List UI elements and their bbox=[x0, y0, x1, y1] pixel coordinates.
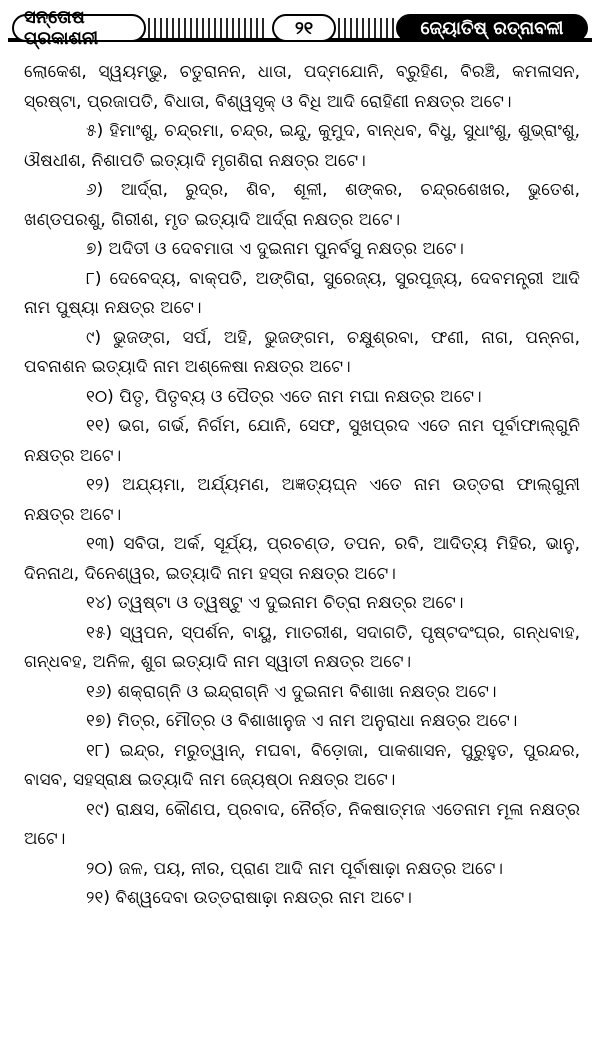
paragraph-item-20: ୨୦) ଜଳ, ପୟ, ନୀର, ପ୍ରାଣ ଆଦି ନାମ ପୂର୍ବାଷାଢ଼ା ନକ୍ଷତ୍ର ଅଟେ। bbox=[86, 858, 504, 879]
publisher-name: ସନ୍ତୋଷ ପ୍ରକାଶନୀ bbox=[12, 14, 146, 42]
header-ornament-right bbox=[338, 18, 394, 40]
paragraph-item-18: ୧୮) ଇନ୍ଦ୍ର, ମରୁତ୍ୱାନ୍, ମଘବା, ବିଡ଼ୋଜା, ପାକଶାସନ, ପୁରୁହୁତ, ପୁରନ୍ଦର, ବାସବ, ସହସ୍ରାକ୍ଷ ଇତ୍ୟାଦି ନାମ ଜ୍ୟେଷ୍ଠା ନକ୍ଷତ୍ର ଅଟେ। bbox=[24, 740, 580, 790]
page-number: ୨୧ bbox=[272, 14, 336, 42]
book-title: ଜ୍ୟୋତିଷ୍ ରତ୍ନାବଳୀ bbox=[396, 14, 588, 42]
paragraph-item-5: ୫) ହିମାଂଶୁ, ଚନ୍ଦ୍ରମା, ଚନ୍ଦ୍ର, ଇନ୍ଦୁ, କୁମୁଦ, ବାନ୍ଧବ, ବିଧୁ, ସୁଧାଂଶୁ, ଶୁଭ୍ରାଂଶୁ, ଔଷଧୀଶ, ନିଶାପତି ଇତ୍ୟାଦି ମୃଗଶିରା ନକ୍ଷତ୍ର ଅଟେ। bbox=[24, 121, 580, 171]
paragraph-item-14: ୧୪) ତ୍ୱଷ୍ଟା ଓ ତ୍ୱଷ୍ଟୁ ଏ ଦୁଇନାମ ଚିତ୍ରା ନକ୍ଷତ୍ର ଅଟେ। bbox=[86, 593, 464, 613]
paragraph-item-12: ୧୨) ଅଯ୍ୟମା, ଅର୍ଯ୍ୟମଣ, ଅଜ୍ଞତ୍ୟଘ୍ନ ଏତେ ନାମ ଉତ୍ତରା ଫାଲ୍‌ଗୁନୀ ନକ୍ଷତ୍ର ଅଟେ। bbox=[24, 475, 580, 525]
paragraph-item-16: ୧୬) ଶକ୍ରାଗ୍ନି ଓ ଇନ୍ଦ୍ରାଗ୍ନି ଏ ଦୁଇନାମ ବିଶାଖା ନକ୍ଷତ୍ର ଅଟେ। bbox=[86, 681, 497, 702]
paragraph-item-9: ୯) ଭୁଜଙ୍ଗ, ସର୍ପ, ଅହି, ଭୁଜଙ୍ଗମ, ଚକ୍ଷୁଶ୍ରବା, ଫଣୀ, ନାଗ, ପନ୍ନଗ, ପବନାଶନ ଇତ୍ୟାଦି ନାମ ଅଶ୍ଳେଷା ନକ୍ଷତ୍ର ଅଟେ। bbox=[24, 327, 580, 377]
paragraph-item-13: ୧୩) ସବିତା, ଅର୍କ, ସୂର୍ଯ୍ୟ, ପ୍ରଚଣ୍ଡ, ତପନ, ରବି, ଆଦିତ୍ୟ ମିହିର, ଭାନୁ, ଦିନନାଥ, ଦିନେଶ୍ୱର, ଇତ୍ୟାଦି ନାମ ହସ୍ତା ନକ୍ଷତ୍ର ଅଟେ। bbox=[24, 534, 580, 584]
page-body bbox=[24, 58, 580, 914]
paragraph-item-21: ୨୧) ବିଶ୍ୱଦେବା ଉତ୍ତରାଷାଢ଼ା ନକ୍ଷତ୍ର ନାମ ଅଟେ। bbox=[86, 888, 412, 908]
paragraph-item-15: ୧୫) ସ୍ୱପନ, ସ୍ପର୍ଶନ, ବାୟୁ, ମାତରୀଶ, ସଦାଗତି, ପୃଷ୍ଟଦଂଘ୍ର, ଗନ୍ଧବାହ, ଗନ୍ଧବହ, ଅନିଳ, ଶୁଗ ଇତ୍ୟାଦି ନାମ ସ୍ୱାତୀ ନକ୍ଷତ୍ର ଅଟେ। bbox=[24, 622, 580, 672]
page-header bbox=[8, 8, 592, 56]
paragraph-item-7: ୭) ଅଦିତୀ ଓ ଦେବମାତା ଏ ଦୁଇନାମ ପୁନର୍ବସୁ ନକ୍ଷତ୍ର ଅଟେ। bbox=[86, 239, 464, 259]
paragraph-item-17: ୧୭) ମିତ୍ର, ମୌତ୍ର ଓ ବିଶାଖାନୁଜ ଏ ନାମ ଅନୁରାଧା ନକ୍ଷତ୍ର ଅଟେ। bbox=[86, 711, 518, 731]
header-ornament-left bbox=[148, 18, 268, 40]
paragraph-item-6: ୬) ଆର୍ଦ୍ରା, ରୁଦ୍ର, ଶିବ, ଶୂଳୀ, ଶଙ୍କର, ଚନ୍ଦ୍ରଶେଖର, ଭୁତେଶ, ଖଣ୍ଡପରଶୁ, ଗିରୀଶ, ମୃତ ଇତ୍ୟାଦି ଆର୍ଦ୍ରା ନକ୍ଷତ୍ର ଅଟେ। bbox=[24, 180, 580, 230]
paragraph-item-8: ୮) ଦେବେଦ୍ୟ, ବାକ୍‌ପତି, ଅଙ୍ଗିରା, ସୁରେଜ୍ୟ, ସୁରପୂଜ୍ୟ, ଦେବମନ୍ତ୍ରୀ ଆଦି ନାମ ପୁଷ୍ୟା ନକ୍ଷତ୍ର ଅଟେ। bbox=[24, 268, 580, 318]
paragraph-item-19: ୧୯) ରାକ୍ଷସ, କୌଣପ, ପ୍ରବାଦ, ନୈର୍ଋତ, ନିକଷାତ୍ମଜ ଏତେନାମ ମୂଳା ନକ୍ଷତ୍ର ଅଟେ। bbox=[24, 799, 580, 849]
paragraph-continuation: ଲୋକେଶ, ସ୍ୱୟମ୍ଭୁ, ଚତୁରାନନ, ଧାତା, ପଦ୍ମଯୋନି, ବ୍ରୁହିଣ, ବିରଞ୍ଚି, କମଳାସନ, ସ୍ରଷ୍ଟା, ପ୍ରଜାପତି, ବିଧାତା, ବିଶ୍ୱସୃକ୍ ଓ ବିଧି ଆଦି ରୋହିଣୀ ନକ୍ଷତ୍ର ଅଟେ। bbox=[24, 62, 580, 112]
paragraph-item-10: ୧୦) ପିତୃ, ପିତୃବ୍ୟ ଓ ପୈତ୍ର ଏତେ ନାମ ମଘା ନକ୍ଷତ୍ର ଅଟେ। bbox=[86, 386, 482, 407]
paragraph-item-11: ୧୧) ଭଗ, ଗର୍ଭ, ନିର୍ଗମ, ଯୋନି, ସେଫ, ସୁଖପ୍ରଦ ଏତେ ନାମ ପୂର୍ବାଫାଲ୍‌ଗୁନି ନକ୍ଷତ୍ର ଅଟେ। bbox=[24, 416, 580, 466]
